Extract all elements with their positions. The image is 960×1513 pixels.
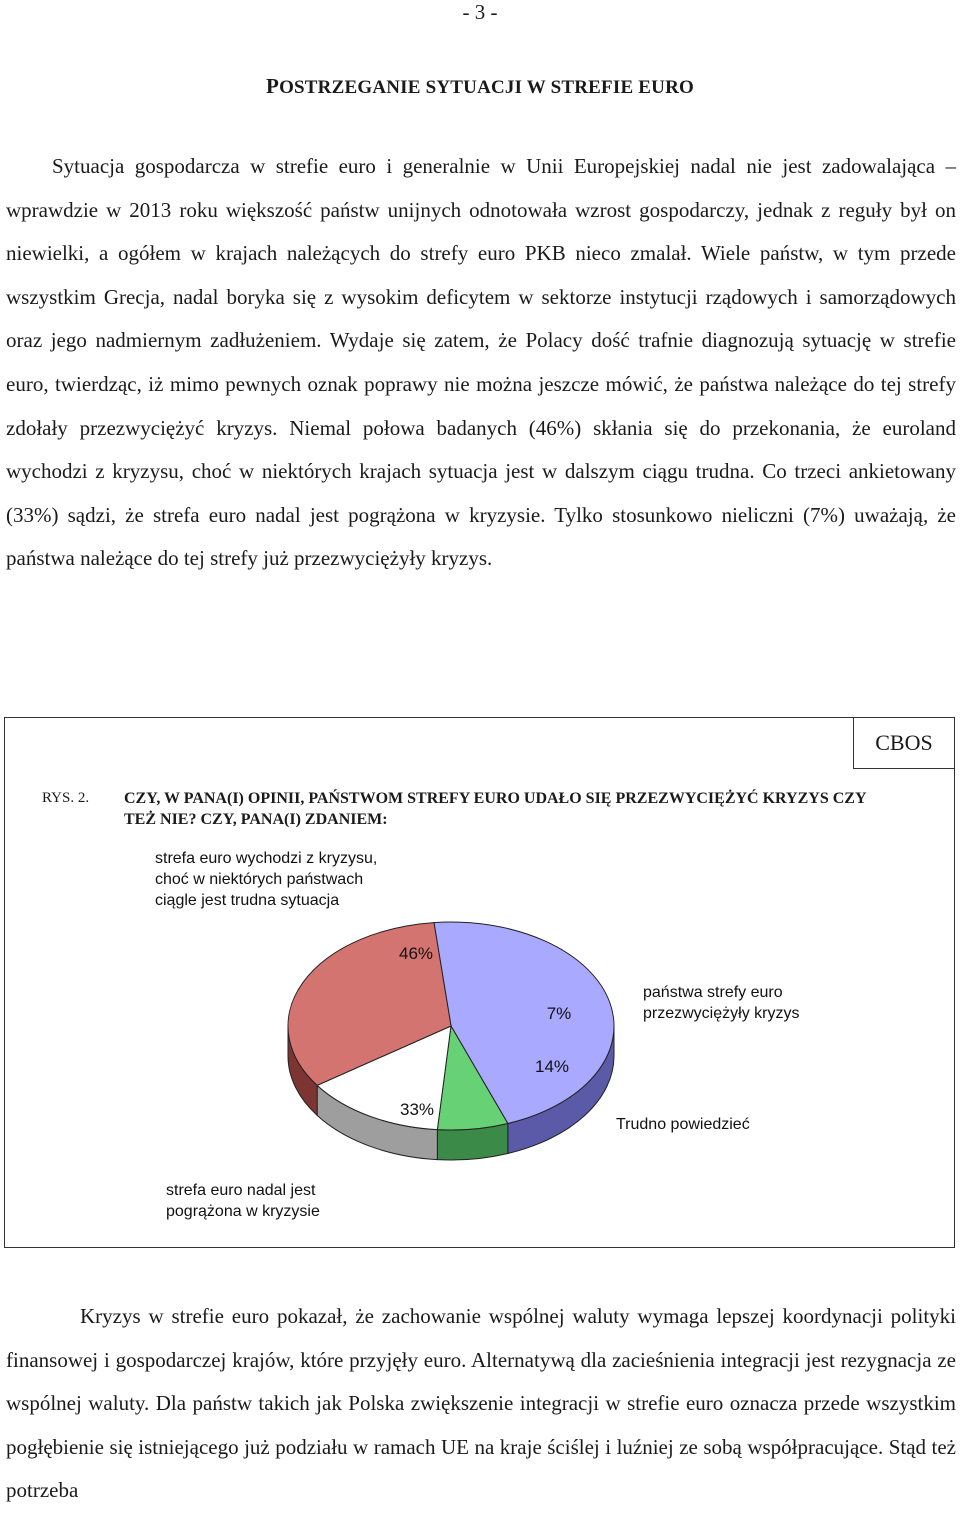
pie-category-label-2: Trudno powiedzieć [616, 1116, 750, 1133]
section-title-initial: P [266, 74, 280, 98]
source-tag: CBOS [853, 717, 955, 769]
paragraph-closing: Kryzys w strefie euro pokazał, że zachowanie wspólnej waluty wymaga lepszej koordynacji polityki finansowej i gospodarczej krajów, które przyjęły euro. Alternatywą dla zacieśnienia integracji jest rezygnacja ze wspólnej waluty. Dla państw takich jak Polska zwiększenie integracji w strefie euro oznacza przede wszystkim pogłębienie się istniejącego już podziału w ramach UE na kraje ściślej i luźniej ze sobą współpracujące. Stąd też potrzeba [6, 1304, 956, 1503]
pie-value-label-0: 46% [398, 944, 434, 963]
figure-label: RYS. 2. [42, 790, 90, 806]
pie-chart [5, 718, 956, 1249]
figure-question: CZY, W PANA(I) OPINII, PAŃSTWOM STREFY EURO UDAŁO SIĘ PRZEZWYCIĘŻYĆ KRYZYS CZY TEŻ NIE? CZY, PANA(I) ZDANIEM: [124, 790, 866, 828]
figure-box [4, 717, 955, 1248]
pie-category-label-3: strefa euro nadal jest pogrążona w kryzysie [166, 1182, 320, 1220]
pie-value-label-1: 7% [546, 1004, 572, 1023]
section-title [0, 74, 960, 99]
pie-category-label-1: państwa strefy euro przezwyciężyły kryzys [643, 984, 800, 1022]
pie-value-label-2: 14% [534, 1057, 570, 1076]
page-number: - 3 - [462, 0, 498, 24]
paragraph-intro: Sytuacja gospodarcza w strefie euro i generalnie w Unii Europejskiej nadal nie jest zadowalająca – wprawdzie w 2013 roku większość państw unijnych odnotowała wzrost gospodarczy, jednak z reguły był on niewielki, a ogółem w krajach należących do strefy euro PKB nieco zmalał. Wiele państw, w tym przede wszystkim Grecja, nadal boryka się z wysokim deficytem w sektorze instytucji rządowych i samorządowych oraz jego nadmiernym zadłużeniem. Wydaje się zatem, że Polacy dość trafnie diagnozują sytuację w strefie euro, twierdząc, iż mimo pewnych oznak poprawy nie można jeszcze mówić, że państwa należące do tej strefy zdołały przezwyciężyć kryzys. Niemal połowa badanych (46%) skłania się do przekonania, że euroland wychodzi z kryzysu, choć w niektórych krajach sytuacja jest w dalszym ciągu trudna. Co trzeci ankietowany (33%) sądzi, że strefa euro nadal jest pogrążona w kryzysie. Tylko stosunkowo nieliczni (7%) uważają, że państwa należące do tej strefy już przezwyciężyły kryzys. [6, 154, 956, 571]
pie-value-label-3: 33% [399, 1100, 435, 1119]
pie-category-label-0: strefa euro wychodzi z kryzysu, choć w niektórych państwach ciągle jest trudna sytuacja [155, 850, 378, 909]
section-title-rest: OSTRZEGANIE SYTUACJI W STREFIE EURO [279, 77, 694, 98]
